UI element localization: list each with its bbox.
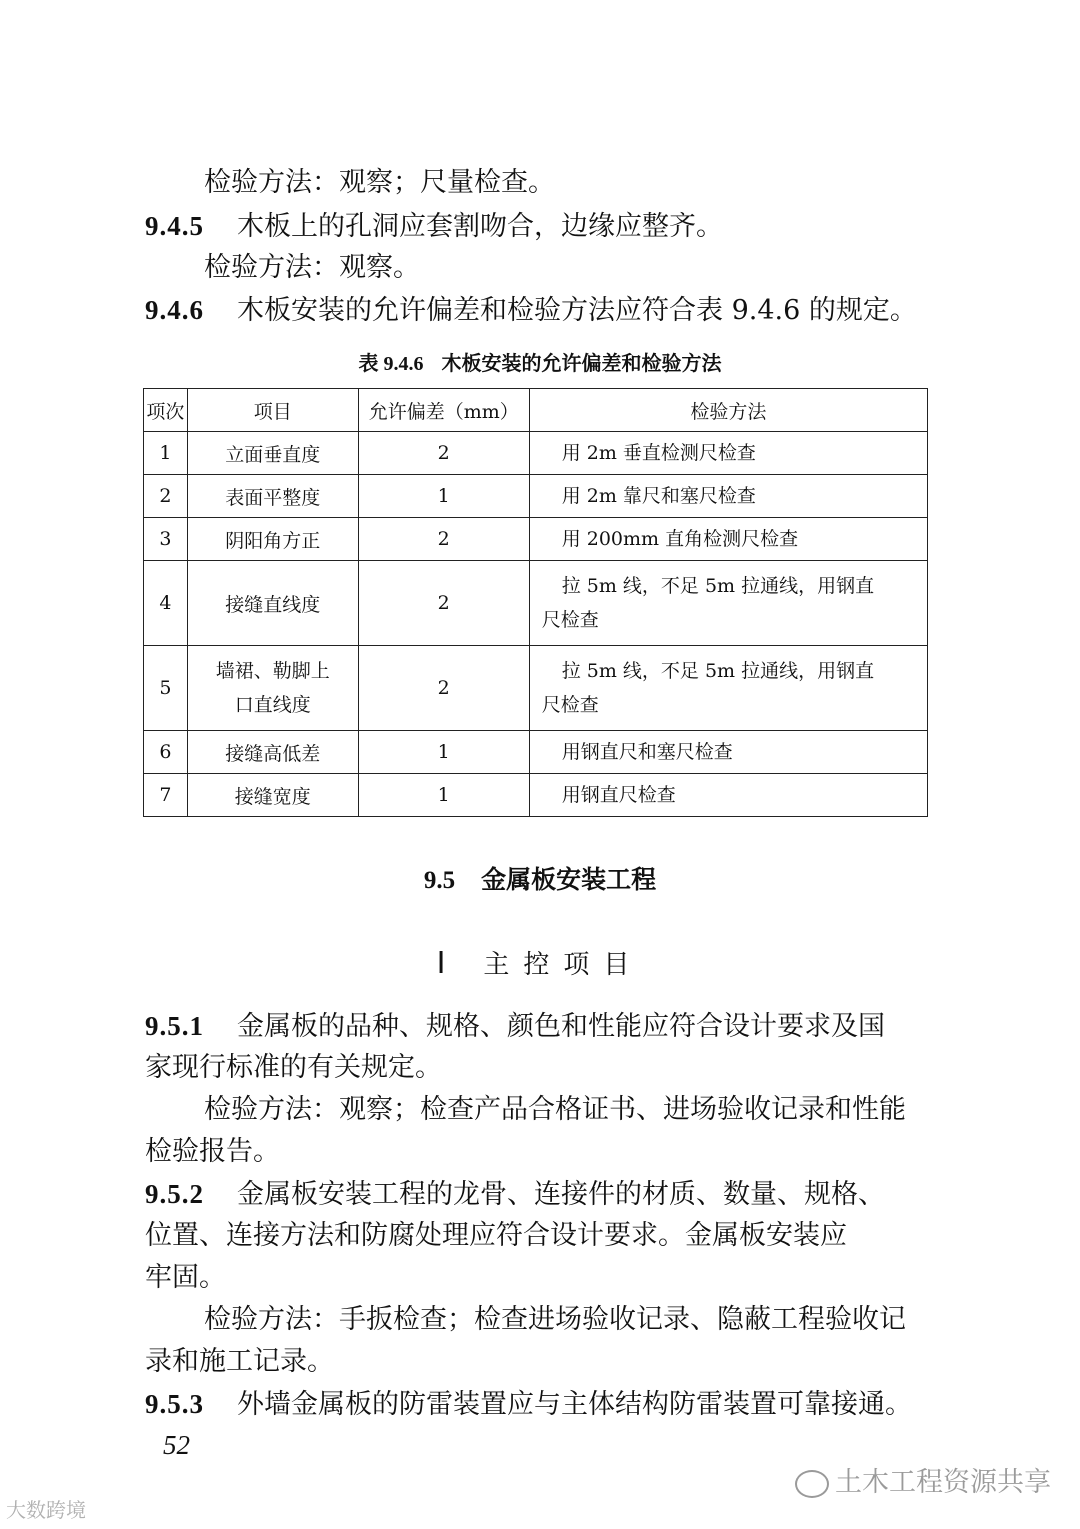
- cell-item: 立面垂直度: [187, 432, 358, 475]
- table-row: [144, 475, 928, 518]
- cell-item: 阴阳角方正: [187, 518, 358, 561]
- table-row: [144, 731, 928, 774]
- cell-tolerance: 1: [358, 475, 529, 518]
- clause-9-5-3: [145, 1384, 912, 1425]
- chat-bubble-icon: [795, 1470, 829, 1498]
- inspection-method-line: 检验方法：手扳检查；检查进场验收记录、隐蔽工程验收记: [204, 1304, 906, 1335]
- cell-tolerance: 2: [358, 518, 529, 561]
- cell-item: 表面平整度: [187, 475, 358, 518]
- clause-9-4-5: [145, 206, 723, 247]
- method-text: 拉 5m 线，不足 5m 拉通线，用钢直: [561, 660, 875, 682]
- clause-number: 9.4.6: [145, 295, 204, 325]
- method-text: 用 200mm 直角检测尺检查: [561, 528, 799, 550]
- table-header-row: [144, 389, 928, 432]
- cell-method: [529, 561, 927, 646]
- table-caption-text: 木板安装的允许偏差和检验方法: [441, 351, 722, 375]
- cell-index: 1: [144, 432, 188, 475]
- item-text-cont: 口直线度: [234, 694, 311, 716]
- item-text: 墙裙、勒脚上: [215, 660, 330, 682]
- section-number: 9.5: [423, 867, 456, 894]
- table-row: [144, 561, 928, 646]
- cell-index: 6: [144, 731, 188, 774]
- header-tolerance: 允许偏差（mm）: [358, 389, 529, 432]
- cell-item: 接缝宽度: [187, 774, 358, 817]
- clause-text-cont: 位置、连接方法和防腐处理应符合设计要求。金属板安装应: [145, 1220, 847, 1251]
- inspection-method-line: 检验方法：观察；检查产品合格证书、进场验收记录和性能: [204, 1094, 906, 1125]
- clause-number: 9.5.2: [145, 1179, 204, 1209]
- method-text-cont: 尺检查: [541, 694, 599, 716]
- tolerance-table: [143, 388, 928, 817]
- table-caption: [0, 347, 1080, 376]
- method-text: 用钢直尺和塞尺检查: [561, 741, 733, 763]
- cell-item: 接缝高低差: [187, 731, 358, 774]
- cell-tolerance: 2: [358, 561, 529, 646]
- cell-index: 3: [144, 518, 188, 561]
- table-row: [144, 774, 928, 817]
- watermark-text: 土木工程资源共享: [835, 1467, 1051, 1498]
- watermark: [795, 1460, 1051, 1499]
- table-row: [144, 432, 928, 475]
- method-text: 用 2m 靠尺和塞尺检查: [561, 485, 756, 507]
- clause-text: 外墙金属板的防雷装置应与主体结构防雷装置可靠接通。: [237, 1389, 912, 1420]
- section-heading: [0, 860, 1080, 896]
- cell-tolerance: 1: [358, 774, 529, 817]
- method-text: 用钢直尺检查: [561, 784, 676, 806]
- method-text: 用 2m 垂直检测尺检查: [561, 442, 756, 464]
- page-number: 52: [163, 1430, 190, 1460]
- section-title: 金属板安装工程: [481, 865, 657, 894]
- cell-method: [529, 731, 927, 774]
- subsection-heading: [0, 944, 1080, 981]
- method-text-cont: 尺检查: [541, 609, 599, 631]
- header-item: 项目: [187, 389, 358, 432]
- cell-tolerance: 2: [358, 432, 529, 475]
- watermark-corner: 大数跨境: [6, 1498, 86, 1522]
- clause-text-cont: 家现行标准的有关规定。: [145, 1052, 442, 1083]
- clause-9-5-2: [145, 1174, 885, 1215]
- cell-tolerance: 2: [358, 646, 529, 731]
- subsection-title: 主控项目: [483, 950, 644, 980]
- cell-tolerance: 1: [358, 731, 529, 774]
- clause-9-4-6: [145, 290, 917, 331]
- clause-number: 9.5.3: [145, 1389, 204, 1419]
- clause-9-5-1: [145, 1006, 885, 1047]
- inspection-method-cont: 检验报告。: [145, 1136, 280, 1167]
- cell-method: [529, 475, 927, 518]
- cell-item: 接缝直线度: [187, 561, 358, 646]
- clause-text: 金属板安装工程的龙骨、连接件的材质、数量、规格、: [237, 1179, 885, 1210]
- cell-method: [529, 518, 927, 561]
- header-method: 检验方法: [529, 389, 927, 432]
- method-text: 拉 5m 线，不足 5m 拉通线，用钢直: [561, 575, 875, 597]
- table-row: [144, 646, 928, 731]
- cell-index: 2: [144, 475, 188, 518]
- clause-number: 9.4.5: [145, 211, 204, 241]
- clause-text: 木板上的孔洞应套割吻合，边缘应整齐。: [237, 211, 723, 242]
- subsection-numeral: Ⅰ: [436, 947, 460, 980]
- table-row: [144, 518, 928, 561]
- clause-text: 金属板的品种、规格、颜色和性能应符合设计要求及国: [237, 1011, 885, 1042]
- cell-item: [187, 646, 358, 731]
- cell-method: [529, 774, 927, 817]
- table-caption-number: 表 9.4.6: [358, 353, 424, 375]
- clause-text-cont: 牢固。: [145, 1262, 226, 1293]
- cell-index: 5: [144, 646, 188, 731]
- inspection-method-line: 检验方法：观察。: [204, 252, 420, 283]
- header-index: 项次: [144, 389, 188, 432]
- clause-number: 9.5.1: [145, 1011, 204, 1041]
- cell-method: [529, 432, 927, 475]
- cell-index: 4: [144, 561, 188, 646]
- clause-text: 木板安装的允许偏差和检验方法应符合表 9.4.6 的规定。: [237, 295, 917, 326]
- cell-method: [529, 646, 927, 731]
- inspection-method-line: 检验方法：观察；尺量检查。: [204, 167, 555, 198]
- cell-index: 7: [144, 774, 188, 817]
- inspection-method-cont: 录和施工记录。: [145, 1346, 334, 1377]
